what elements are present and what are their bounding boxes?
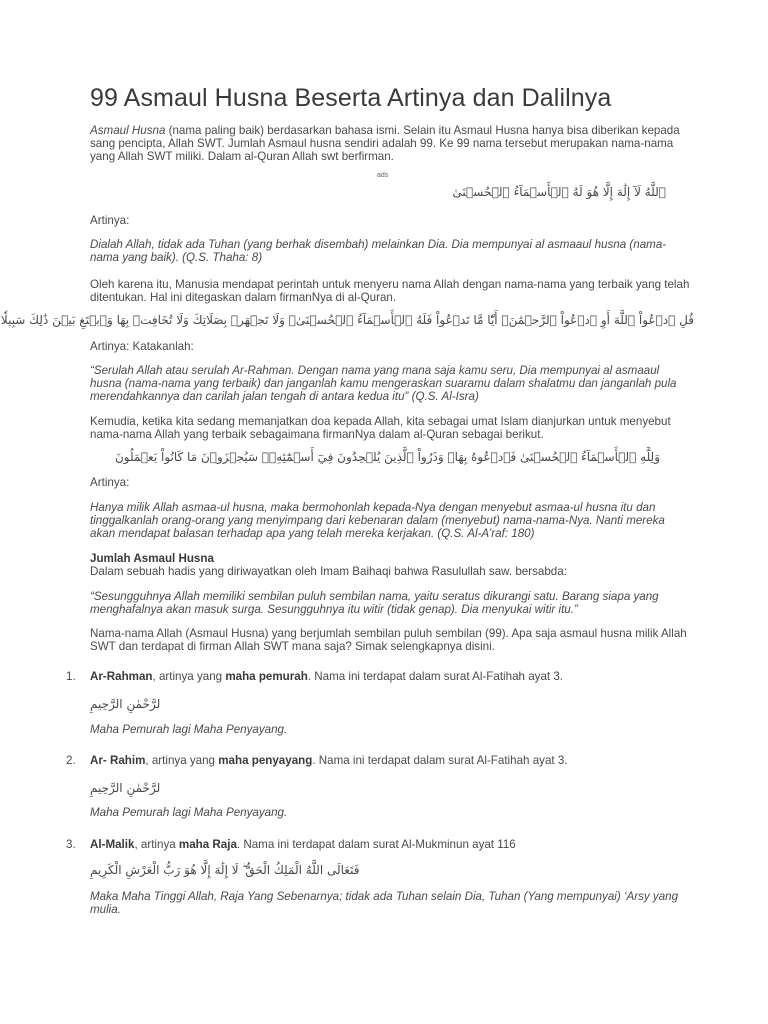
list-number: 3.: [66, 838, 76, 851]
ayah-isra: قُلِ ٱدۡعُواْ ٱللَّهَ أَوِ ٱدۡعُواْ ٱلرَّحۡمَٰنَۖ أَيّٗا مَّا تَدۡعُواْ فَلَهُ ٱلۡأَسۡمَآءُ ٱلۡحُسۡنَىٰۚ وَلَا تَجۡهَرۡ بِصَلَاتِكَ وَلَا تُخَافِتۡ بِهَا وَٱبۡتَغِ بَيۡنَ ذَٰلِكَ سَبِيلٗا: [0, 313, 694, 327]
asma-name: Ar-Rahman: [90, 670, 153, 683]
asma-arabic: لرَّحْمٰنِ الرَّحِيمِ: [90, 697, 161, 711]
asma-name: Al-Malik: [90, 838, 135, 851]
list-item: [66, 670, 690, 683]
page-title: 99 Asmaul Husna Beserta Artinya dan Dalilnya: [90, 84, 612, 112]
translation-thaha: Dialah Allah, tidak ada Tuhan (yang berhak disembah) melainkan Dia. Dia mempunyai al asmaaul husna (nama-nama yang baik). (Q.S. Thaha: 8): [90, 238, 667, 265]
intro-term: Asmaul Husna: [90, 124, 166, 137]
asma-meaning: maha penyayang: [218, 754, 313, 767]
section-heading-jumlah: Jumlah Asmaul Husna: [90, 552, 214, 565]
ayah-thaha: ٱللَّهُ لَآ إِلَٰهَ إِلَّا هُوَ لَهُ ٱلۡأَسۡمَآءُ ٱلۡحُسۡنَىٰ: [452, 185, 666, 199]
paragraph-nama: Nama-nama Allah (Asmaul Husna) yang berjumlah sembilan puluh sembilan (99). Apa saja asmaul husna milik Allah SWT dan terdapat di firman Allah SWT mana saja? Simak selengkapnya disini.: [90, 627, 687, 654]
list-number: 2.: [66, 754, 76, 767]
asma-source: . Nama ini terdapat dalam surat Al-Fatihah ayat 3.: [307, 670, 564, 683]
paragraph-doa: Kemudia, ketika kita sedang memanjatkan doa kepada Allah, kita sebagai umat Islam dianjurkan untuk menyebut nama-nama Allah yang terbaik sebagaimana firmanNya dalam al-Quran sebagai berikut.: [90, 415, 671, 442]
ayah-araf: وَلِلَّهِ ٱلۡأَسۡمَآءُ ٱلۡحُسۡنَىٰ فَٱدۡعُوهُ بِهَاۖ وَذَرُواْ ٱلَّذِينَ يُلۡحِدُونَ فِيٓ أَسۡمَٰٓئِهِۦۚ سَيُجۡزَوۡنَ مَا كَانُواْ يَعۡمَلُونَ: [114, 450, 660, 464]
translation-araf: Hanya milik Allah asmaa-ul husna, maka bermohonlah kepada-Nya dengan menyebut asmaa-ul husna itu dan tinggalkanlah orang-orang yang menyimpang dari kebenaran dalam (menyebut) nama-nama-Nya. Nanti mereka akan mendapat balasan terhadap apa yang telah mereka kerjakan. (Q.S. Al-A’raf: 180): [90, 501, 665, 541]
paragraph-perintah: Oleh karena itu, Manusia mendapat perintah untuk menyeru nama Allah dengan nama-nama yang terbaik yang telah ditentukan. Hal ini ditegaskan dalam firmanNya di al-Quran.: [90, 278, 690, 305]
asma-translation: Maha Pemurah lagi Maha Penyayang.: [90, 806, 288, 819]
asma-source: . Nama ini terdapat dalam surat Al-Mukminun ayat 116: [236, 838, 516, 851]
hadith-quote: “Sesungguhnya Allah memiliki sembilan puluh sembilan nama, yaitu seratus dikurangi satu. Barang siapa yang menghafalnya akan masuk surga. Sesungguhnya itu witir (tidak genap). Dia menyukai witir itu.”: [90, 590, 659, 617]
asma-text: , artinya yang: [145, 754, 219, 767]
ads-label: ads: [377, 172, 389, 179]
asma-translation: Maka Maha Tinggi Allah, Raja Yang Sebenarnya; tidak ada Tuhan selain Dia, Tuhan (Yang mempunyai) ‘Arsy yang mulia.: [90, 890, 679, 917]
list-item: [66, 754, 690, 767]
artinya-label-3: Artinya:: [90, 476, 130, 489]
asma-source: . Nama ini terdapat dalam surat Al-Fatihah ayat 3.: [312, 754, 568, 767]
asma-name: Ar- Rahim: [90, 754, 146, 767]
asma-arabic: لرَّحْمٰنِ الرَّحِيمِ: [90, 781, 161, 795]
translation-isra: “Serulah Allah atau serulah Ar-Rahman. Dengan nama yang mana saja kamu seru, Dia mempunyai al asmaaul husna (nama-nama yang terbaik) dan janganlah kamu mengeraskan suaramu dalam shalatmu dan janganlah pula merendahkannya dan carilah jalan tengah di antara kedua itu” (Q.S. Al-Isra): [90, 364, 677, 404]
asma-meaning: maha Raja: [178, 838, 237, 851]
artinya-label-2: Artinya: Katakanlah:: [90, 340, 194, 353]
intro-text: (nama paling baik) berdasarkan bahasa ismi. Selain itu Asmaul Husna hanya bisa diberikan kepada sang pencipta, Allah SWT. Jumlah Asmaul husna sendiri adalah 99. Ke 99 nama tersebut merupakan nama-nama yang Allah SWT miliki. Dalam al-Quran Allah swt berfirman.: [90, 124, 680, 164]
intro-paragraph: [90, 124, 690, 164]
list-item: [66, 838, 690, 851]
list-number: 1.: [66, 670, 76, 683]
artinya-label-1: Artinya:: [90, 214, 130, 227]
asma-translation: Maha Pemurah lagi Maha Penyayang.: [90, 723, 288, 736]
asma-meaning: maha pemurah: [225, 670, 308, 683]
asma-arabic: فَتَعَالَى اللَّهُ الْمَلِكُ الْحَقُّ ۖ لَا إِلَٰهَ إِلَّا هُوَ رَبُّ الْعَرْشِ الْكَرِيمِ: [90, 863, 360, 877]
paragraph-hadis: Dalam sebuah hadis yang diriwayatkan oleh Imam Baihaqi bahwa Rasulullah saw. bersabda:: [90, 565, 567, 578]
asma-text: , artinya yang: [152, 670, 226, 683]
asma-text: , artinya: [134, 838, 179, 851]
